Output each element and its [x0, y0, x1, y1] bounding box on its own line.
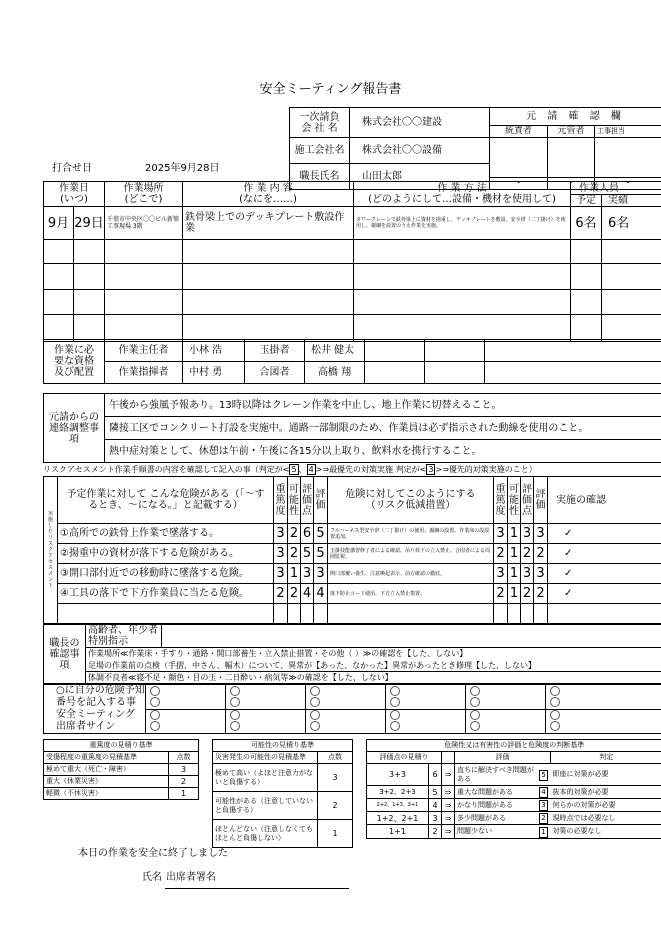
signature-slot[interactable] — [546, 685, 661, 710]
work-month[interactable]: 9月 — [44, 207, 74, 240]
judgment-combo: 1+2、2+1 — [367, 812, 429, 825]
col-score-after: 評価点 — [521, 477, 534, 524]
circle-icon[interactable] — [150, 710, 160, 720]
judgment-score: 5 — [429, 786, 442, 799]
circle-icon[interactable] — [550, 710, 560, 720]
possibility-row-label: 可能性がある（注意していないと負傷する） — [213, 792, 318, 820]
judgment-row — [367, 764, 661, 786]
circle-icon[interactable] — [230, 697, 240, 707]
role-director: 作業指揮者 — [105, 362, 183, 384]
circle-icon[interactable] — [390, 686, 400, 696]
risk-possibility[interactable]: 1 — [288, 564, 301, 584]
work-content[interactable]: 鉄骨梁上でのデッキプレート敷設作業 — [183, 207, 354, 240]
severity-row-score: 1 — [169, 788, 199, 800]
judgment-judge: 何らかの対策が必要 — [551, 799, 661, 812]
work-day[interactable]: 29日 — [74, 207, 105, 240]
judgment-level: 5 — [541, 770, 546, 779]
hazard-header: 予定作業に対して こんな危険がある（「～するとき、～になる。」と記載する） — [58, 477, 274, 524]
severity-row-score: 3 — [169, 764, 199, 776]
foreman-label: 職長氏名 — [290, 164, 350, 190]
qualifications-label: 作業に必 要な資格 及び配置 — [44, 340, 105, 384]
severity-row-label: 重大（休業災害） — [44, 776, 169, 788]
stamp-engineer[interactable]: ・ — [595, 138, 661, 190]
risk-row — [44, 564, 661, 584]
judgment-combo: 1+1 — [367, 825, 429, 839]
special-instructions-value[interactable] — [162, 625, 661, 648]
coordination-table — [43, 393, 661, 463]
judgment-judge: 対策の必要なし — [551, 825, 661, 839]
workers-actual[interactable]: 6名 — [602, 207, 661, 240]
severity-row-label: 軽微（不休災害） — [44, 788, 169, 800]
header-info-table — [289, 107, 661, 190]
judgment-row — [367, 799, 661, 812]
judgment-score: 4 — [429, 799, 442, 812]
judgment-judge: 現時点では必要なし — [551, 812, 661, 825]
possibility-row-score: 2 — [318, 792, 353, 820]
page-title: 安全ミーティング報告書 — [259, 82, 402, 97]
circle-icon[interactable] — [310, 710, 320, 720]
risk-score-after[interactable]: 3 — [521, 564, 534, 584]
work-place[interactable]: 千葉市中央区〇〇ビル新築工事現場 3階 — [105, 207, 183, 240]
judgment-level: 2 — [541, 814, 546, 822]
name-signaler[interactable]: 高橋 翔 — [305, 362, 365, 384]
workers-planned[interactable]: 6名 — [571, 207, 602, 240]
circle-icon[interactable] — [230, 710, 240, 720]
risk-possibility-after[interactable]: 1 — [508, 564, 521, 584]
signature-slot[interactable] — [306, 709, 386, 734]
circle-icon[interactable] — [230, 686, 240, 696]
risk-severity[interactable]: 3 — [274, 544, 288, 564]
signature-slot[interactable] — [146, 685, 226, 710]
possibility-row-label: ほとんどない（注意しなくてもほとんど負傷しない） — [213, 820, 318, 848]
stamp-manager[interactable]: ・ — [548, 138, 595, 190]
stamp-chief[interactable]: ・ — [490, 138, 548, 190]
circle-icon[interactable] — [310, 721, 320, 731]
risk-score[interactable]: 4 — [301, 584, 314, 604]
risk-severity[interactable]: 3 — [274, 524, 288, 544]
risk-eval-after[interactable]: 2 — [534, 584, 548, 604]
possibility-row-score: 3 — [318, 764, 353, 792]
signature-slot[interactable] — [226, 685, 306, 710]
header-work-date: 作業日 (いつ) — [44, 182, 105, 207]
work-row-empty — [44, 240, 661, 264]
risk-eval-after[interactable]: 3 — [534, 564, 548, 584]
circle-icon[interactable] — [310, 686, 320, 696]
risk-eval-after[interactable]: 2 — [534, 544, 548, 564]
contractor-value[interactable]: 株式会社〇〇設備 — [350, 138, 490, 164]
judgment-level: 4 — [541, 788, 546, 796]
risk-measure[interactable]: 玉掛技能講習修了者による確認、吊り荷下の立入禁止、合図者による周囲監視。 — [328, 544, 494, 564]
judgment-col-eval: 評価 — [455, 752, 551, 764]
circle-icon[interactable] — [550, 686, 560, 696]
header-work-place: 作業場所 (どこで) — [105, 182, 183, 207]
col-severity-after: 重篤度 — [494, 477, 508, 524]
arrow-icon: ⇒ — [442, 825, 455, 839]
risk-measure[interactable]: 開口部覆い養生、注意喚起表示、前方確認の徹底。 — [328, 564, 494, 584]
risk-table — [43, 476, 661, 624]
special-instructions-label: 高齢者、年少者 特別指示 — [86, 625, 162, 648]
work-row-empty — [44, 264, 661, 290]
judgment-eval: かなり問題がある — [455, 799, 537, 812]
col-score: 評価点 — [301, 477, 314, 524]
judgment-eval: 直ちに解決すべき問題がある — [455, 764, 537, 786]
header-work-method: 作 業 方 法 (どのようにして…設備・機材を使用して) — [354, 182, 571, 207]
risk-score-after[interactable]: 2 — [521, 544, 534, 564]
severity-col-score: 点数 — [169, 752, 199, 764]
risk-row — [44, 524, 661, 544]
severity-title: 重篤度の見積り基準 — [44, 740, 199, 752]
circle-icon[interactable] — [390, 697, 400, 707]
subcontractor-value[interactable]: 株式会社〇〇建設 — [350, 108, 490, 138]
judgment-level: 1 — [541, 827, 546, 836]
circle-icon[interactable] — [150, 721, 160, 731]
work-row-empty — [44, 290, 661, 315]
judgment-row — [367, 825, 661, 839]
header-actual: 実績 — [602, 195, 661, 207]
signature-table — [43, 684, 661, 734]
role-slinger: 玉掛者 — [245, 340, 305, 362]
circle-icon[interactable] — [230, 721, 240, 731]
judgment-eval: 多少問題がある — [455, 812, 537, 825]
signature-slot[interactable] — [386, 709, 466, 734]
signature-slot[interactable] — [306, 685, 386, 710]
signature-slot[interactable] — [546, 709, 661, 734]
circle-icon[interactable] — [390, 710, 400, 720]
circle-icon[interactable] — [550, 697, 560, 707]
meeting-date[interactable]: 2025年9月28日 — [145, 163, 220, 174]
foreman-check-label: 職長の 確認事 項 — [44, 625, 86, 684]
role-chief: 作業主任者 — [105, 340, 183, 362]
risk-severity-after[interactable]: 2 — [494, 584, 508, 604]
subcontractor-label: 一次請負 会 社 名 — [290, 108, 350, 138]
name-director[interactable]: 中村 勇 — [183, 362, 245, 384]
risk-measure[interactable]: フルハーネス型安全帯（二丁掛け）の使用、親綱の設置、作業床の設設置追加。 — [328, 524, 494, 544]
judgment-score: 2 — [429, 825, 442, 839]
risk-eval[interactable]: 5 — [314, 544, 328, 564]
arrow-icon: ⇒ — [442, 799, 455, 812]
risk-hazard[interactable]: ④工具の落下で下方作業員に当たる危険。 — [58, 584, 274, 604]
risk-eval-after[interactable]: 3 — [534, 524, 548, 544]
risk-possibility[interactable]: 2 — [288, 524, 301, 544]
judgment-row — [367, 812, 661, 825]
foreman-value[interactable]: 山田太郎 — [350, 164, 490, 190]
judgment-combo: 3+3 — [367, 764, 429, 786]
check-icon[interactable]: ✓ — [548, 524, 661, 544]
risk-score[interactable]: 3 — [301, 564, 314, 584]
risk-hazard[interactable]: ③開口部付近での移動時に墜落する危険。 — [58, 564, 274, 584]
risk-severity[interactable]: 2 — [274, 584, 288, 604]
judgment-judge: 即座に対策が必要 — [551, 764, 661, 786]
possibility-col-criteria: 災害発生の可能性の見積基準 — [213, 752, 318, 764]
possibility-table — [212, 739, 353, 848]
risk-eval[interactable]: 3 — [314, 564, 328, 584]
header-work-content: 作 業 内 容 (なにを……) — [183, 182, 354, 207]
judgment-score: 3 — [429, 812, 442, 825]
risk-severity-after[interactable]: 3 — [494, 524, 508, 544]
circle-icon[interactable] — [470, 697, 480, 707]
risk-measure[interactable]: 落下防止コード使用、下方立入禁止措置。 — [328, 584, 494, 604]
work-method[interactable]: タワークレーンで鉄骨梁上に資材を揚重し、デッキプレートを敷設。安全帯（二丁掛け）を使用し、親綱を設置のうえ作業を実施。 — [354, 207, 571, 240]
meeting-date-label: 打合せ日 — [52, 163, 92, 174]
risk-eval[interactable]: 5 — [314, 524, 328, 544]
risk-possibility-after[interactable]: 1 — [508, 584, 521, 604]
possibility-row-score: 1 — [318, 820, 353, 848]
contractor-label: 施工会社名 — [290, 138, 350, 164]
circle-icon[interactable] — [470, 686, 480, 696]
risk-eval[interactable]: 4 — [314, 584, 328, 604]
circle-icon[interactable] — [150, 697, 160, 707]
judgment-eval: 重大な問題がある — [455, 786, 537, 799]
possibility-title: 可能性の見積り基準 — [213, 740, 353, 752]
foreman-check-table — [43, 624, 661, 684]
measure-header: 危険に対してこのようにする（リスク低減措置） — [328, 477, 494, 524]
col-severity: 重篤度 — [274, 477, 288, 524]
confirm-col-engineer: 工事担当 — [595, 126, 661, 138]
coordination-item[interactable]: 午後から強風予報あり。13時以降はクレーン作業を中止し、地上作業に切替えること。 — [105, 394, 661, 417]
risk-possibility[interactable]: 2 — [288, 584, 301, 604]
judgment-combo: 3+2、2+3 — [367, 786, 429, 799]
signature-slot[interactable] — [226, 709, 306, 734]
check-icon[interactable]: ✓ — [548, 584, 661, 604]
header-planned: 予定 — [571, 195, 602, 207]
judgment-level: 3 — [541, 801, 546, 809]
arrow-icon: ⇒ — [442, 764, 455, 786]
work-row — [44, 207, 661, 240]
scaffold-check[interactable]: 足場の作業前の点検（手摺、中さん、幅木）について、異常が【あった、なかった】異常があったとき修理【した、しない】 — [86, 660, 661, 672]
judgment-col-combo: 評価点の見積り — [367, 752, 442, 764]
col-done: 実施の確認 — [548, 477, 661, 524]
severity-col-criteria: 受傷程度の重篤度の見積基準 — [44, 752, 169, 764]
col-possibility: 可能性 — [288, 477, 301, 524]
arrow-icon: ⇒ — [442, 812, 455, 825]
col-eval-after: 評価 — [534, 477, 548, 524]
col-possibility-after: 可能性 — [508, 477, 521, 524]
signature-label: ○に自分の危険予知 番号を記入する事 安全ミーティング 出席者サイン — [44, 685, 146, 734]
judgment-judge: 抜本的対策が必要 — [551, 786, 661, 799]
risk-side-label: 実施したリスクアセスメント — [44, 477, 58, 624]
check-icon[interactable]: ✓ — [548, 564, 661, 584]
qualifications-table — [43, 339, 661, 384]
judgment-title: 危険性又は有害性の評価と危険度の判断基準 — [367, 740, 661, 752]
signature-slot[interactable] — [466, 709, 546, 734]
signature-slot[interactable] — [146, 709, 226, 734]
signature-slot[interactable] — [386, 685, 466, 710]
judgment-combo: 2+2、1+3、3+1 — [367, 799, 429, 812]
check-icon[interactable]: ✓ — [548, 544, 661, 564]
signature-slot[interactable] — [466, 685, 546, 710]
severity-row-score: 2 — [169, 776, 199, 788]
header-workers: 作業人員 — [571, 182, 661, 195]
risk-severity-after[interactable]: 3 — [494, 564, 508, 584]
completion-statement: 本日の作業を安全に終了しました — [78, 848, 228, 859]
name-chief[interactable]: 小林 浩 — [183, 340, 245, 362]
judgment-col-judge: 判定 — [551, 752, 661, 764]
circle-icon[interactable] — [150, 686, 160, 696]
name-value[interactable]: 出席者署名 — [166, 872, 216, 883]
severity-table — [43, 739, 199, 800]
judgment-score: 6 — [429, 764, 442, 786]
circle-icon[interactable] — [470, 710, 480, 720]
confirm-col-manager: 元管者 — [548, 126, 595, 138]
circle-icon[interactable] — [470, 721, 480, 731]
circle-icon[interactable] — [310, 697, 320, 707]
name-label: 氏名 — [142, 872, 162, 883]
risk-hazard[interactable]: ①高所での鉄骨上作業で墜落する。 — [58, 524, 274, 544]
coordination-item[interactable]: 隣接工区でコンクリート打設を実施中。通路一部制限のため、作業員は必ず指示された動線を使用のこと。 — [105, 417, 661, 440]
risk-score[interactable]: 5 — [301, 544, 314, 564]
circle-icon[interactable] — [550, 721, 560, 731]
risk-possibility[interactable]: 2 — [288, 544, 301, 564]
possibility-row-label: 極めて高い（よほど注意力がないと負傷する） — [213, 764, 318, 792]
circle-icon[interactable] — [390, 721, 400, 731]
col-eval: 評価 — [314, 477, 328, 524]
risk-possibility-after[interactable]: 1 — [508, 524, 521, 544]
coordination-label: 元請からの 連絡調整事 項 — [44, 394, 105, 463]
name-slinger[interactable]: 松井 健太 — [305, 340, 365, 362]
judgment-table — [366, 739, 661, 839]
judgment-eval: 問題少ない — [455, 825, 537, 839]
arrow-icon: ⇒ — [442, 786, 455, 799]
risk-severity-after[interactable]: 2 — [494, 544, 508, 564]
risk-note: リスクアセスメント作業手順書の内容を確認して記入の事（判定が< 5 、 4 >⇒最優先の対策実施 判定が< 3 >⇒優先的対策実施のこと） — [43, 465, 537, 474]
risk-row-empty — [44, 604, 661, 624]
confirm-col-chief: 統責者 — [490, 126, 548, 138]
risk-score-after[interactable]: 2 — [521, 584, 534, 604]
risk-score[interactable]: 6 — [301, 524, 314, 544]
confirm-title: 元 請 確 認 欄 — [490, 108, 661, 126]
risk-hazard[interactable]: ②揚重中の資材が落下する危険がある。 — [58, 544, 274, 564]
work-row-empty — [44, 315, 661, 342]
role-signaler: 合図者 — [245, 362, 305, 384]
signature-line — [165, 888, 349, 889]
coordination-item[interactable]: 熱中症対策として、休憩は午前・午後に各15分以上取り、飲料水を携行すること。 — [105, 440, 661, 463]
risk-severity[interactable]: 3 — [274, 564, 288, 584]
risk-score-after[interactable]: 3 — [521, 524, 534, 544]
risk-row — [44, 584, 661, 604]
health-check[interactable]: 体調不良者≪寝不足・顔色・目の玉・二日酔い・病気等≫の確認を【した、しない】 — [86, 672, 661, 684]
possibility-col-score: 点数 — [318, 752, 353, 764]
risk-possibility-after[interactable]: 1 — [508, 544, 521, 564]
severity-row-label: 極めて重大（死亡・障害） — [44, 764, 169, 776]
work-table — [43, 181, 661, 342]
risk-row — [44, 544, 661, 564]
judgment-row — [367, 786, 661, 799]
workplace-check[interactable]: 作業場所≪作業床・手すり・通路・開口部養生・立入禁止措置・その他（ ）≫の確認を【した、しない】 — [86, 648, 661, 660]
